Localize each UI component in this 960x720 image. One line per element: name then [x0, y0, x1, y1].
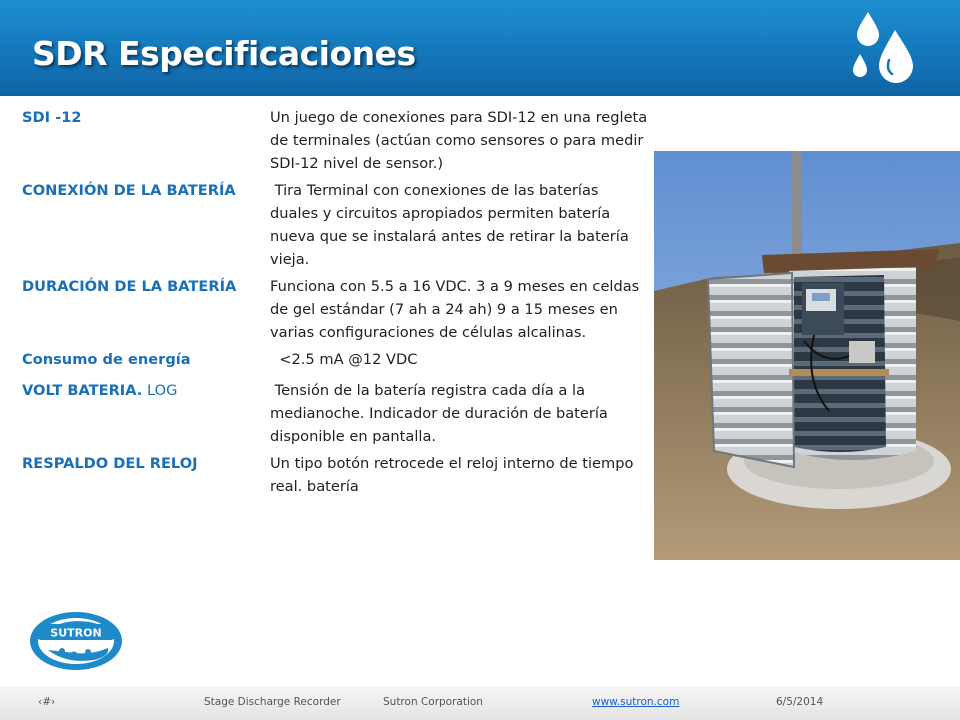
spec-row [22, 379, 652, 448]
spec-label: RESPALDO DEL RELOJ [22, 455, 198, 472]
spec-value: Un tipo botón retrocede el reloj interno de tiempo real. batería [270, 455, 634, 495]
spec-value: Tensión de la batería registra cada día a la medianoche. Indicador de duración de batería disponible en pantalla. [270, 382, 613, 445]
spec-row [22, 348, 652, 371]
spec-row [22, 275, 652, 344]
spec-row [22, 452, 652, 498]
spec-label: DURACIÓN DE LA BATERÍA [22, 278, 237, 295]
spec-value: <2.5 mA @12 VDC [270, 351, 418, 368]
spec-row [22, 106, 652, 175]
water-drops-icon [848, 10, 920, 86]
spec-label: Consumo de energía [22, 351, 191, 368]
slide-footer [0, 686, 960, 720]
spec-value: Tira Terminal con conexiones de las baterías duales y circuitos apropiados permiten batería nueva que se instalará antes de retirar la batería vieja. [270, 182, 634, 268]
footer-date: 6/5/2014 [776, 696, 824, 708]
footer-product: Stage Discharge Recorder [204, 696, 341, 708]
sutron-logo [28, 610, 124, 672]
enclosure-photo [654, 151, 960, 560]
spec-label-bold: VOLT BATERIA. [22, 382, 143, 399]
spec-value: Un juego de conexiones para SDI-12 en una regleta de terminales (actúan como sensores o para medir SDI-12 nivel de sensor.) [270, 109, 648, 172]
spec-row [22, 179, 652, 271]
footer-company: Sutron Corporation [383, 696, 483, 708]
svg-text:SUTRON: SUTRON [50, 626, 102, 640]
slide-number: ‹#› [38, 696, 56, 708]
page-title: SDR Especificaciones [32, 34, 416, 73]
footer-website-link[interactable]: www.sutron.com [592, 696, 680, 708]
spec-list [22, 106, 652, 502]
spec-label: CONEXIÓN DE LA BATERÍA [22, 182, 236, 199]
spec-value: Funciona con 5.5 a 16 VDC. 3 a 9 meses en celdas de gel estándar (7 ah a 24 ah) 9 a 15 meses en varias configuraciones de células alcalinas. [270, 278, 640, 341]
spec-label [22, 379, 270, 448]
spec-label-suffix: LOG [142, 382, 178, 399]
slide-header [0, 0, 960, 96]
spec-label: SDI -12 [22, 109, 82, 126]
